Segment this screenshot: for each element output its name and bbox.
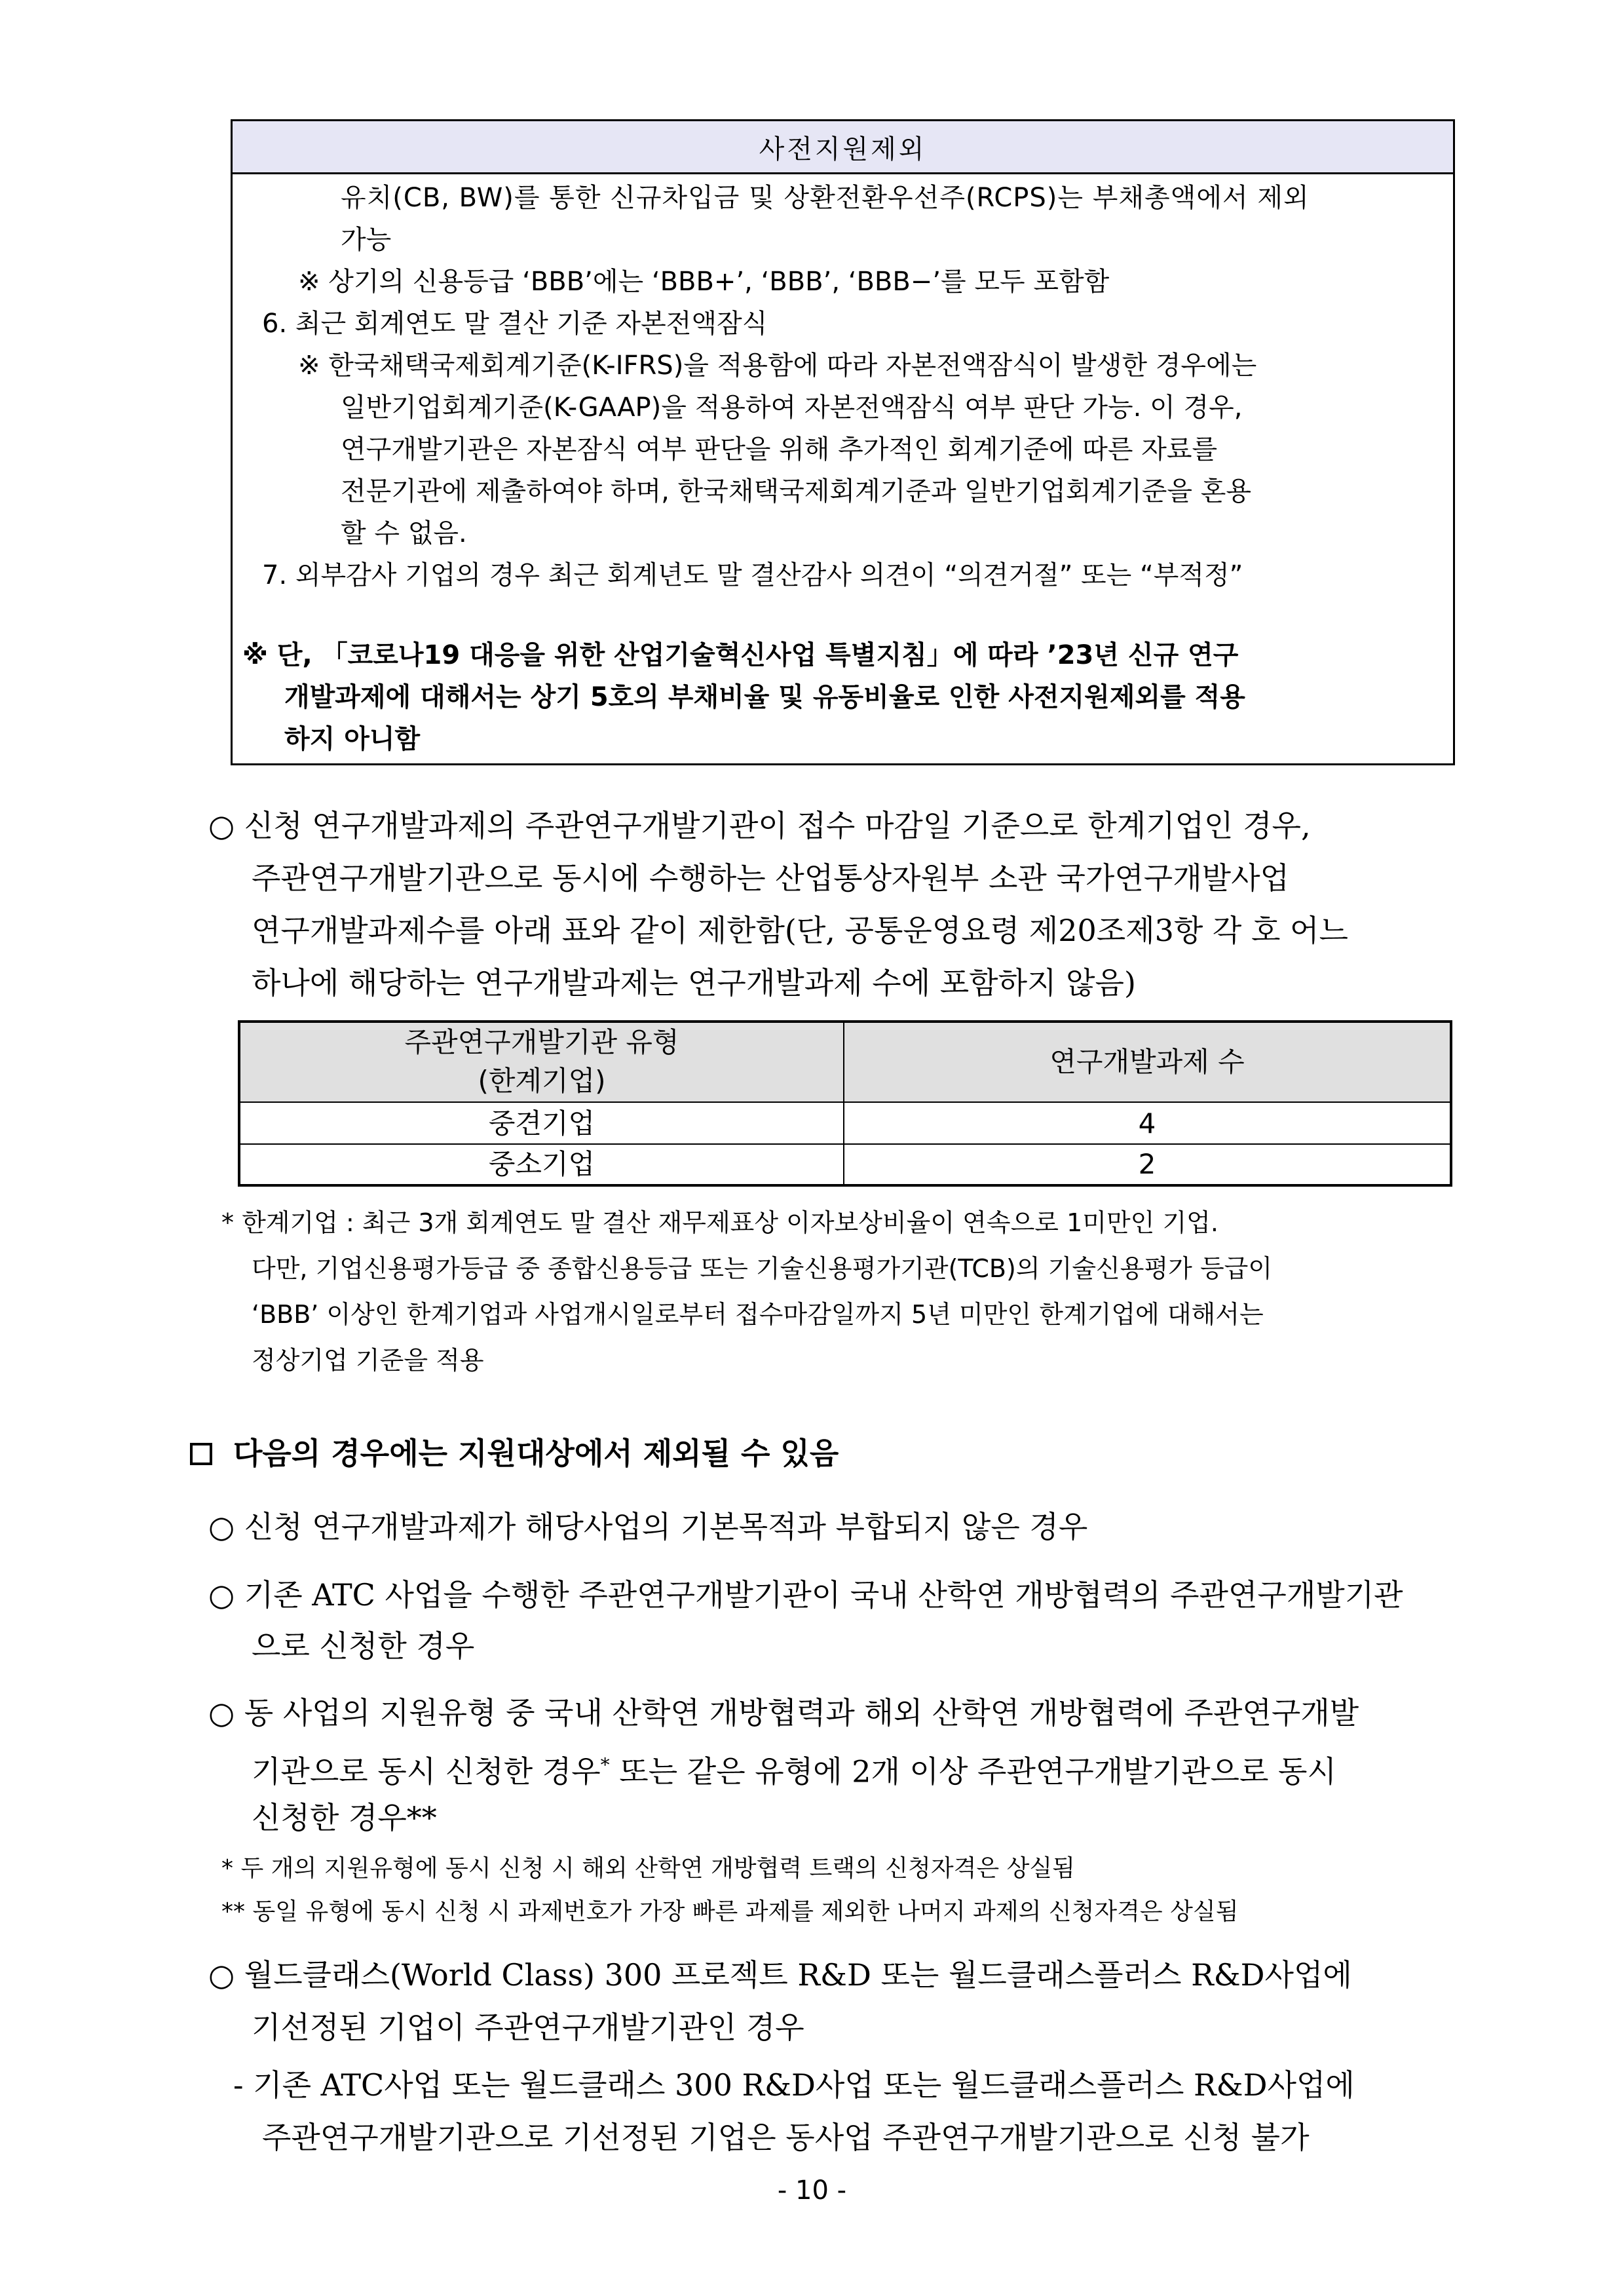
table-note-line-1: * 한계기업 : 최근 3개 회계연도 말 결산 재무제표상 이자보상비율이 연속으로 1미만인 기업.: [221, 1208, 1218, 1237]
box-line-5: ※ 한국채택국제회계기준(K-IFRS)을 적용함에 따라 자본전액잠식이 발생한 경우에는: [298, 351, 1257, 381]
table-cell-count: 2: [1138, 1148, 1156, 1180]
box-line-6: 일반기업회계기준(K-GAAP)을 적용하여 자본전액잠식 여부 판단 가능. 이 경우,: [341, 392, 1243, 423]
box-bold-note-1: ※ 단, 「코로나19 대응을 위한 산업기술혁신사업 특별지침」에 따라 ’23년 신규 연구: [242, 640, 1239, 670]
table-cell-type: 중소기업: [488, 1148, 595, 1180]
para1-line-1: ○ 신청 연구개발과제의 주관연구개발기관이 접수 마감일 기준으로 한계기업인 경우,: [208, 808, 1311, 843]
table-note-line-2: 다만, 기업신용평가등급 중 종합신용등급 또는 기술신용평가기관(TCB)의 기술신용평가 등급이: [252, 1254, 1273, 1283]
table-cell-type: 중견기업: [488, 1107, 595, 1139]
table-header-count: 연구개발과제 수: [1049, 1046, 1245, 1078]
section-title: 다음의 경우에는 지원대상에서 제외될 수 있음: [233, 1436, 839, 1471]
item-3-text-a: 기관으로 동시 신청한 경우: [252, 1753, 601, 1789]
para1-line-3: 연구개발과제수를 아래 표와 같이 제한함(단, 공통운영요령 제20조제3항 각 호 어느: [252, 913, 1348, 948]
item-3-note-1: * 두 개의 지원유형에 동시 신청 시 해외 산학연 개방협력 트랙의 신청자격은 상실됨: [221, 1855, 1075, 1882]
item-3-line-2: [252, 1743, 1336, 1793]
table-note-line-3: ‘BBB’ 이상인 한계기업과 사업개시일로부터 접수마감일까지 5년 미만인 한계기업에 대해서는: [252, 1300, 1264, 1329]
table-header-type: 주관연구개발기관 유형: [404, 1026, 679, 1058]
exclusion-box-header: 사전지원제외: [231, 119, 1455, 174]
footnote-marker: *: [600, 1754, 610, 1776]
box-line-10: 7. 외부감사 기업의 경우 최근 회계년도 말 결산감사 의견이 “의견거절” 또는 “부적정”: [262, 560, 1243, 590]
item-1: ○ 신청 연구개발과제가 해당사업의 기본목적과 부합되지 않은 경우: [208, 1509, 1088, 1544]
box-line-9: 할 수 없음.: [341, 518, 467, 548]
box-line-3: ※ 상기의 신용등급 ‘BBB’에는 ‘BBB+’, ‘BBB’, ‘BBB−’를 모두 포함함: [298, 267, 1110, 297]
item-4-sub-line-1: - 기존 ATC사업 또는 월드클래스 300 R&D사업 또는 월드클래스플러스 R&D사업에: [233, 2067, 1355, 2103]
box-line-4: 6. 최근 회계연도 말 결산 기준 자본전액잠식: [262, 309, 768, 339]
table-note-line-4: 정상기업 기준을 적용: [252, 1346, 484, 1375]
box-line-7: 연구개발기관은 자본잠식 여부 판단을 위해 추가적인 회계기준에 따른 자료를: [341, 434, 1218, 465]
table-cell-count: 4: [1138, 1107, 1156, 1139]
item-3-line-1: ○ 동 사업의 지원유형 중 국내 산학연 개방협력과 해외 산학연 개방협력에 주관연구개발: [208, 1695, 1359, 1731]
box-bold-note-2: 개발과제에 대해서는 상기 5호의 부채비율 및 유동비율로 인한 사전지원제외를 적용: [284, 682, 1245, 712]
box-line-1: 유치(CB, BW)를 통한 신규차입금 및 상환전환우선주(RCPS)는 부채총액에서 제외: [341, 183, 1310, 213]
item-4-line-1: ○ 월드클래스(World Class) 300 프로젝트 R&D 또는 월드클래스플러스 R&D사업에: [208, 1957, 1352, 1993]
item-3-line-3: 신청한 경우**: [252, 1800, 437, 1835]
page-number: - 10 -: [777, 2175, 847, 2206]
box-bold-note-3: 하지 아니함: [284, 724, 421, 754]
checkbox-square-icon: [190, 1443, 212, 1465]
item-4-sub-line-2: 주관연구개발기관으로 기선정된 기업은 동사업 주관연구개발기관으로 신청 불가: [262, 2120, 1310, 2155]
table-header-type-sub: (한계기업): [478, 1065, 606, 1097]
item-3-note-2: ** 동일 유형에 동시 신청 시 과제번호가 가장 빠른 과제를 제외한 나머지 과제의 신청자격은 상실됨: [221, 1898, 1239, 1925]
item-2-line-2: 으로 신청한 경우: [252, 1628, 475, 1664]
item-4-line-2: 기선정된 기업이 주관연구개발기관인 경우: [252, 2010, 804, 2045]
item-3-text-b: 또는 같은 유형에 2개 이상 주관연구개발기관으로 동시: [609, 1753, 1336, 1789]
box-line-2: 가능: [341, 225, 392, 255]
para1-line-4: 하나에 해당하는 연구개발과제는 연구개발과제 수에 포함하지 않음): [252, 965, 1136, 1001]
para1-line-2: 주관연구개발기관으로 동시에 수행하는 산업통상자원부 소관 국가연구개발사업: [252, 860, 1289, 896]
box-line-8: 전문기관에 제출하여야 하며, 한국채택국제회계기준과 일반기업회계기준을 혼용: [341, 476, 1252, 507]
item-2-line-1: ○ 기존 ATC 사업을 수행한 주관연구개발기관이 국내 산학연 개방협력의 주관연구개발기관: [208, 1577, 1403, 1613]
